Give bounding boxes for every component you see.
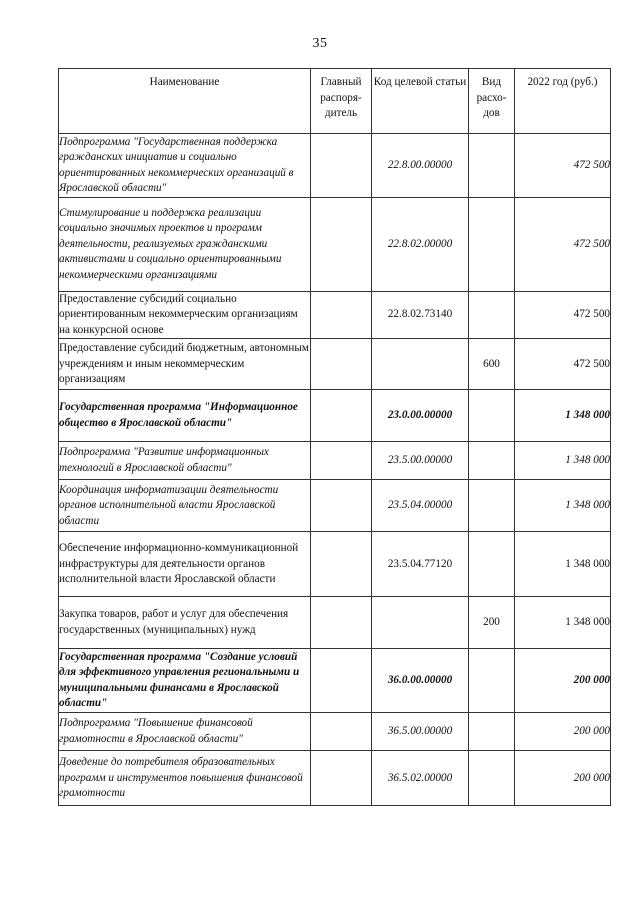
row-name-cell: Государственная программа "Создание условий для эффективного управления региональными и муниципальными финансами в Ярославской области" xyxy=(59,649,311,713)
row-name-cell: Государственная программа "Информационное общество в Ярославской области" xyxy=(59,390,311,442)
row-manager-cell xyxy=(311,390,372,442)
row-amount-cell: 200 000 xyxy=(515,751,611,806)
row-code-cell: 36.5.02.00000 xyxy=(372,751,469,806)
row-vid-cell xyxy=(469,442,515,480)
row-name-cell: Стимулирование и поддержка реализации социально значимых проектов и программ деятельности, реализуемых гражданскими активистами и социально ориентированными некоммерческими организациями xyxy=(59,198,311,292)
row-vid-cell xyxy=(469,649,515,713)
row-amount-cell: 1 348 000 xyxy=(515,442,611,480)
page-number: 35 xyxy=(312,36,328,51)
row-name-cell: Координация информатизации деятельности органов исполнительной власти Ярославской области xyxy=(59,480,311,532)
row-vid-cell xyxy=(469,480,515,532)
row-amount-cell: 472 500 xyxy=(515,198,611,292)
row-vid-cell xyxy=(469,532,515,597)
table-row xyxy=(59,390,611,442)
row-code-cell: 23.5.04.00000 xyxy=(372,480,469,532)
row-name-cell: Обеспечение информационно-коммуникационной инфраструктуры для деятельности органов исполнительной власти Ярославской области xyxy=(59,532,311,597)
row-amount-cell: 1 348 000 xyxy=(515,597,611,649)
row-vid-cell: 200 xyxy=(469,597,515,649)
row-manager-cell xyxy=(311,649,372,713)
row-amount-cell: 472 500 xyxy=(515,292,611,339)
header-code: Код целевой статьи xyxy=(372,69,469,134)
row-vid-cell: 600 xyxy=(469,339,515,390)
table-row xyxy=(59,292,611,339)
table-row xyxy=(59,442,611,480)
row-manager-cell xyxy=(311,198,372,292)
row-code-cell: 36.5.00.00000 xyxy=(372,713,469,751)
table-row xyxy=(59,649,611,713)
row-vid-cell xyxy=(469,390,515,442)
table-row xyxy=(59,751,611,806)
row-code-cell: 22.8.00.00000 xyxy=(372,134,469,198)
row-amount-cell: 200 000 xyxy=(515,649,611,713)
row-code-cell: 23.5.00.00000 xyxy=(372,442,469,480)
row-amount-cell: 1 348 000 xyxy=(515,390,611,442)
header-name: Наименование xyxy=(59,69,311,134)
row-name-cell: Подпрограмма "Развитие информационных технологий в Ярославской области" xyxy=(59,442,311,480)
row-code-cell: 22.8.02.00000 xyxy=(372,198,469,292)
row-code-cell: 36.0.00.00000 xyxy=(372,649,469,713)
row-vid-cell xyxy=(469,134,515,198)
row-manager-cell xyxy=(311,292,372,339)
table-row xyxy=(59,339,611,390)
row-code-cell xyxy=(372,339,469,390)
row-code-cell: 23.0.00.00000 xyxy=(372,390,469,442)
row-name-cell: Подпрограмма "Государственная поддержка гражданских инициатив и социально ориентированных некоммерческих организаций в Ярославской области" xyxy=(59,134,311,198)
row-name-cell: Предоставление субсидий социально ориентированным некоммерческим организациям на конкурсной основе xyxy=(59,292,311,339)
row-name-cell: Предоставление субсидий бюджетным, автономным учреждениям и иным некоммерческим организациям xyxy=(59,339,311,390)
row-name-cell: Подпрограмма "Повышение финансовой грамотности в Ярославской области" xyxy=(59,713,311,751)
row-name-cell: Доведение до потребителя образовательных программ и инструментов повышения финансовой грамотности xyxy=(59,751,311,806)
row-vid-cell xyxy=(469,198,515,292)
header-amount: 2022 год (руб.) xyxy=(515,69,611,134)
row-amount-cell: 200 000 xyxy=(515,713,611,751)
row-manager-cell xyxy=(311,751,372,806)
header-vid: Вид расхо-дов xyxy=(469,69,515,134)
table-row xyxy=(59,134,611,198)
table-header-row xyxy=(59,69,611,134)
row-amount-cell: 472 500 xyxy=(515,134,611,198)
row-manager-cell xyxy=(311,532,372,597)
row-manager-cell xyxy=(311,713,372,751)
table-row xyxy=(59,597,611,649)
row-vid-cell xyxy=(469,751,515,806)
row-code-cell: 22.8.02.73140 xyxy=(372,292,469,339)
row-amount-cell: 1 348 000 xyxy=(515,532,611,597)
table-row xyxy=(59,713,611,751)
row-manager-cell xyxy=(311,442,372,480)
table-row xyxy=(59,198,611,292)
row-manager-cell xyxy=(311,480,372,532)
table-row xyxy=(59,532,611,597)
row-manager-cell xyxy=(311,339,372,390)
budget-table xyxy=(58,68,611,806)
row-manager-cell xyxy=(311,134,372,198)
row-amount-cell: 472 500 xyxy=(515,339,611,390)
row-code-cell xyxy=(372,597,469,649)
row-manager-cell xyxy=(311,597,372,649)
row-vid-cell xyxy=(469,713,515,751)
header-manager: Главный распоря-дитель xyxy=(311,69,372,134)
row-amount-cell: 1 348 000 xyxy=(515,480,611,532)
table-row xyxy=(59,480,611,532)
row-vid-cell xyxy=(469,292,515,339)
row-code-cell: 23.5.04.77120 xyxy=(372,532,469,597)
row-name-cell: Закупка товаров, работ и услуг для обеспечения государственных (муниципальных) нужд xyxy=(59,597,311,649)
